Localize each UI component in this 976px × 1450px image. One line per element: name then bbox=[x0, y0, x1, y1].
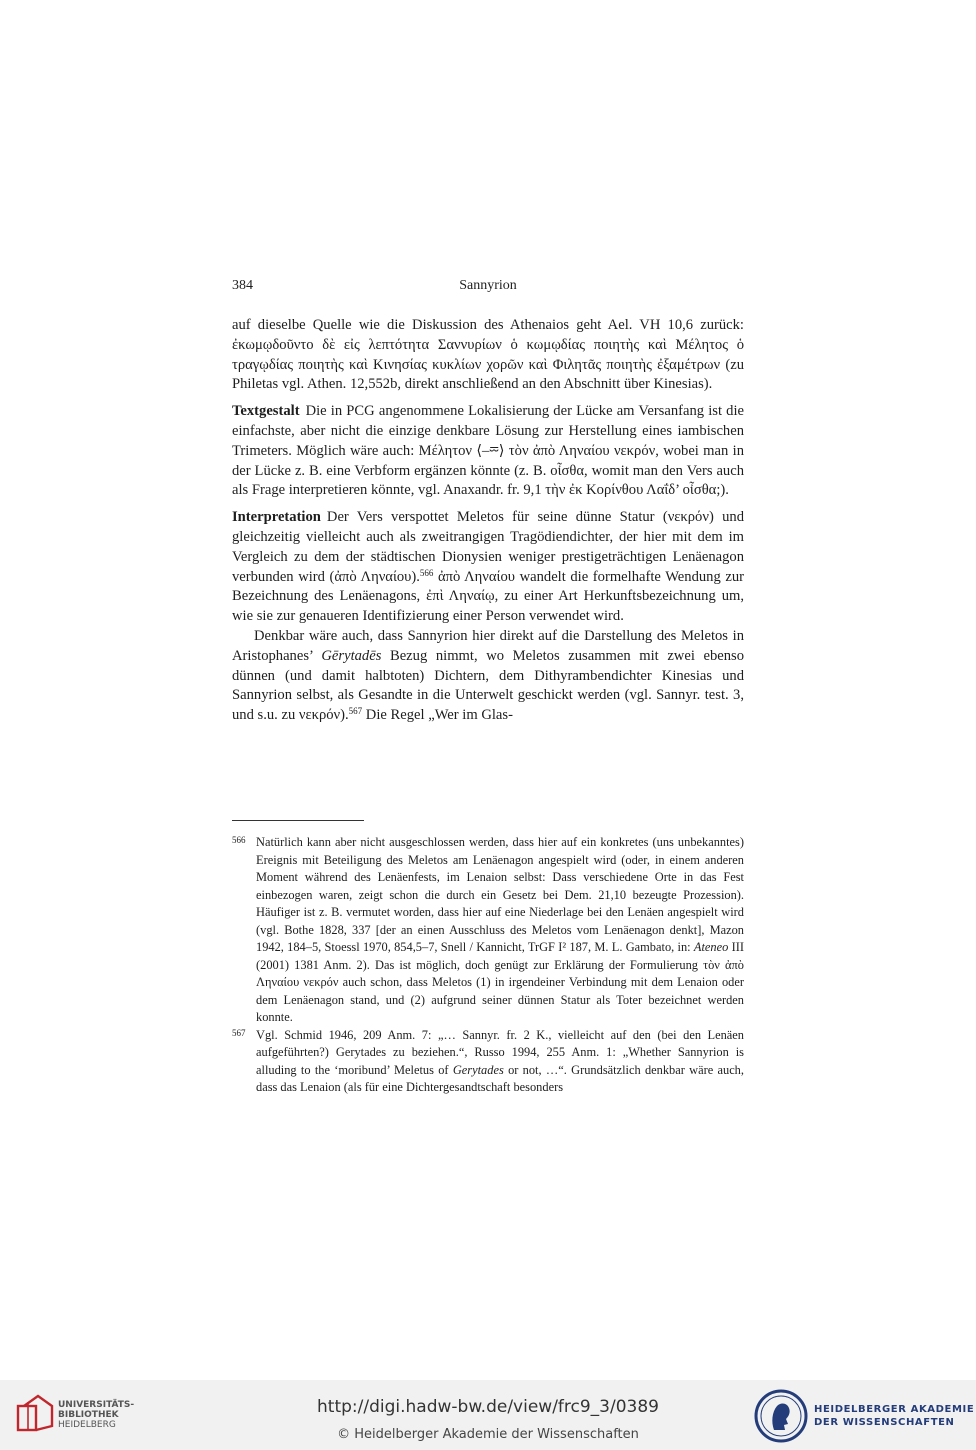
paragraph-text-end: Die Regel „Wer im Glas- bbox=[362, 707, 513, 724]
section-text-cont: ἀπὸ Ληναίου wandelt die formelhafte Wendung zur Bezeichnung des Lenäenagons, ἐπὶ Ληναίῳ, zu einer Art Herkunftsbezeichnung um, wie sie zur genaueren Identifizierung einer Person verwendet wird. bbox=[232, 568, 744, 625]
paragraph-text-cont: Bezug nimmt, wo Meletos zusammen mit zwei ebenso dünnen (und damit halbtoten) Dichtern, dem Dithyrambendichter Kinesias und Sannyrion selbst, als Gesandte in die Unterwelt geschickt werden (vgl. Sannyr. test. 3, und s.u. zu νεκρόν). bbox=[232, 647, 744, 724]
hadw-line: HEIDELBERGER AKADEMIE bbox=[814, 1404, 975, 1415]
page-number: 384 bbox=[232, 278, 253, 293]
academy-seal-icon[interactable] bbox=[753, 1388, 809, 1444]
footnote-separator bbox=[232, 820, 364, 821]
academy-name bbox=[814, 1403, 974, 1429]
viewer-footer bbox=[0, 1380, 976, 1450]
footnote-text: Vgl. Schmid 1946, 209 Anm. 7: „… Sannyr. fr. 2 K., vielleicht auf den (bei den Lenäen aufgeführten?) Gerytades zu beziehen.“, Russo 1994, 255 Anm. 1: „Whether Sannyrion is alluding to the ‘moribund’ Meletus of bbox=[256, 1027, 744, 1077]
footnote-ref-566[interactable]: 566 bbox=[419, 567, 434, 578]
running-title: Sannyrion bbox=[459, 278, 517, 293]
copyright-notice: © Heidelberger Akademie der Wissenschaften bbox=[337, 1427, 639, 1442]
footnote-text: Natürlich kann aber nicht ausgeschlossen werden, dass hier auf ein konkretes (uns unbekanntes) Ereignis mit Beteiligung des Meletos am Lenäenagon angespielt wird (oder, in einem anderen Moment während des Lenäenfests, im Lenaion selbst: Dass verschiedene Orte in das Fest einbezogen waren, zeigt schon die durch ein Gesetz bei Dem. 21,10 bezeugte Prozession). Häufiger ist z. B. vermutet worden, dass hier auf eine Niederlage bei den Lenäen angespielt wird (vgl. Bothe 1828, 337 [der an einen Ausschluss des Meletos vom Lenäenagon denkt], Mazon 1942, 184–5, Stoessl 1970, 854,5–7, Snell / Kannicht, TrGF I² 187, M. L. Gambato, in: bbox=[256, 835, 744, 954]
work-title: Ateneo bbox=[693, 940, 729, 954]
footnote-text-cont: or not, …“. Grundsätzlich denkbar wäre auch, dass das Lenaion (als für eine Dichtergesandtschaft besonders bbox=[256, 1062, 744, 1094]
footnote-number: 566 bbox=[232, 835, 246, 845]
section-interpretation bbox=[232, 508, 744, 627]
paragraph-aelian bbox=[232, 316, 744, 395]
footnote-ref-567[interactable]: 567 bbox=[348, 706, 363, 717]
ub-line: UNIVERSITÄTS- bbox=[58, 1400, 135, 1410]
paragraph-text: auf dieselbe Quelle wie die Diskussion des Athenaios geht Ael. VH 10,6 zurück: ἐκωμῳδοῦντο δὲ εἰς λεπτότητα Σαννυρίων ὁ κωμῳδίας ποιητὴς καὶ Μέλητος ὁ τραγῳδίας ποιητὴς καὶ Κινησίας κυκλίων χορῶν καὶ Φιλητᾶς ποιητὴς ἐξαμέτρων (zu Philetas vgl. Athen. 12,552b, direkt anschließend an den Abschnitt über Kinesias). bbox=[232, 317, 744, 393]
footnote-text-cont: III (2001) 1381 Anm. 2). Das ist möglich, doch genügt zur Erklärung der Formulierung τὸν ἀπὸ Ληναίου νεκρόν auch schon, dass Meletos (1) in irgendeiner Verbindung mit dem Lenaion oder dem Lenäenagon stand, und (2) aufgrund seiner dünnen Statur als Toter bezeichnet werden konnte. bbox=[256, 940, 744, 1024]
hadw-line: DER WISSENSCHAFTEN bbox=[814, 1417, 955, 1428]
footnote-566 bbox=[232, 834, 744, 1027]
ub-line: BIBLIOTHEK bbox=[58, 1410, 119, 1420]
section-textgestalt bbox=[232, 402, 744, 501]
footnote-567 bbox=[232, 1027, 744, 1097]
section-label: Textgestalt bbox=[232, 403, 300, 420]
section-label: Interpretation bbox=[232, 509, 321, 526]
footnotes bbox=[232, 834, 744, 1097]
work-title: Gērytadēs bbox=[321, 647, 382, 664]
section-text: Die in PCG angenommene Lokalisierung der Lücke am Versanfang ist die einfachste, aber nicht die einzige denkbare Lösung zur Herstellung eines iambischen Trimeters. Möglich wäre auch: Μέλητον ⟨–⏔⟩ τὸν ἀπὸ Ληναίου νεκρόν, wobei man in der Lücke z. B. eine Verbform ergänzen könnte (z. B. οἶσθα, womit man den Vers auch als Frage interpretieren könnte, vgl. Anaxandr. fr. 9,1 τὴν ἐκ Κορίνθου Λαΐδ’ οἶσθα;). bbox=[232, 403, 744, 499]
paragraph-gerytades bbox=[232, 627, 744, 726]
document-url-link[interactable]: http://digi.hadw-bw.de/view/frc9_3/0389 bbox=[317, 1397, 659, 1417]
section-text: Der Vers verspottet Meletos für seine dünne Statur (νεκρόν) und gleichzeitig vielleicht auch als zweitrangigen Tragödiendichter, der hier mit dem im Vergleich zu dem der städtischen Dionysien weniger prestigeträchtigen Lenäenagon verbunden wird (ἀπὸ Ληναίου). bbox=[232, 509, 744, 585]
ub-line: HEIDELBERG bbox=[58, 1420, 116, 1430]
work-title: Gerytades bbox=[452, 1062, 504, 1077]
paragraph-text: Denkbar wäre auch, dass Sannyrion hier direkt auf die Darstellung des Meletos in Aristophanes’ bbox=[232, 627, 744, 664]
running-header bbox=[232, 278, 744, 298]
footnote-number: 567 bbox=[232, 1027, 246, 1038]
main-text bbox=[232, 316, 744, 726]
